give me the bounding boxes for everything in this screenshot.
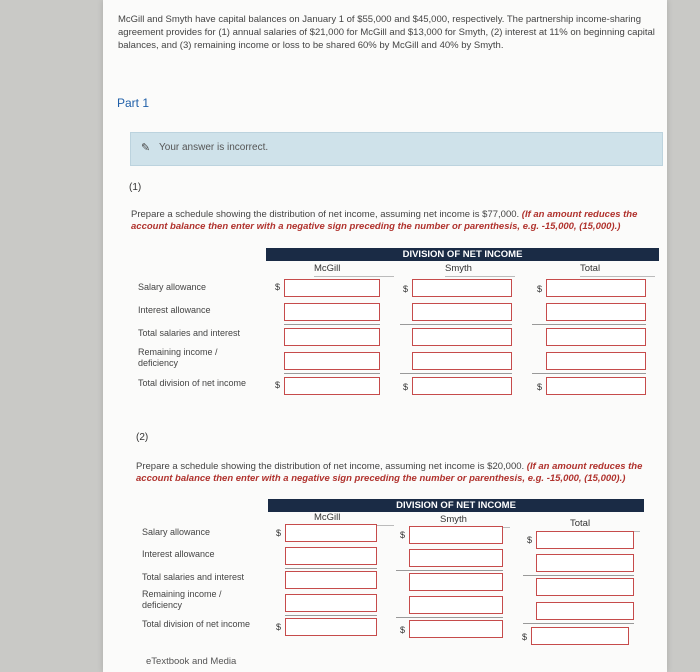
q2-mcgill-interest-input[interactable] bbox=[285, 547, 377, 565]
subtotal-rule bbox=[396, 617, 503, 618]
q2-smyth-salary-input[interactable] bbox=[409, 526, 503, 544]
dollar-sign: $ bbox=[276, 528, 282, 538]
question-2-number: (2) bbox=[136, 432, 149, 443]
subtotal-rule bbox=[396, 570, 503, 571]
q2-smyth-interest-input[interactable] bbox=[409, 549, 503, 567]
schedule-2-row-total-division: Total division of net income bbox=[142, 619, 251, 629]
pencil-icon: ✎ bbox=[141, 142, 151, 154]
schedule-2-col-mcgill: McGill bbox=[314, 512, 394, 526]
q2-mcgill-remaining-input[interactable] bbox=[285, 594, 377, 612]
q1-mcgill-total-division-input[interactable] bbox=[284, 377, 380, 395]
q1-total-total-salaries-input[interactable] bbox=[546, 328, 646, 346]
part-label[interactable]: Part 1 bbox=[117, 96, 150, 110]
q1-mcgill-interest-input[interactable] bbox=[284, 303, 380, 321]
schedule-1-row-salary: Salary allowance bbox=[138, 282, 207, 292]
q1-smyth-remaining-input[interactable] bbox=[412, 352, 512, 370]
dollar-sign: $ bbox=[537, 284, 543, 294]
schedule-1-col-mcgill: McGill bbox=[314, 263, 394, 277]
subtotal-rule bbox=[400, 373, 512, 374]
schedule-1-row-total-division: Total division of net income bbox=[138, 378, 247, 388]
incorrect-feedback-banner bbox=[130, 132, 663, 166]
q1-smyth-salary-input[interactable] bbox=[412, 279, 512, 297]
q2-mcgill-total-division-input[interactable] bbox=[285, 618, 377, 636]
q1-smyth-interest-input[interactable] bbox=[412, 303, 512, 321]
schedule-2-col-smyth: Smyth bbox=[440, 514, 510, 528]
etextbook-media-link[interactable]: eTextbook and Media bbox=[146, 656, 237, 667]
question-1-prompt-text: Prepare a schedule showing the distribution of net income, assuming net income is $77,000. bbox=[131, 209, 520, 220]
schedule-1-row-total-salaries: Total salaries and interest bbox=[138, 328, 241, 338]
q1-mcgill-salary-input[interactable] bbox=[284, 279, 380, 297]
dollar-sign: $ bbox=[403, 284, 409, 294]
q2-total-total-division-input[interactable] bbox=[531, 627, 629, 645]
schedule-1-col-total: Total bbox=[580, 263, 655, 277]
q2-total-remaining-input[interactable] bbox=[536, 602, 634, 620]
schedule-2-header: DIVISION OF NET INCOME bbox=[268, 499, 644, 512]
dollar-sign: $ bbox=[276, 622, 282, 632]
q2-total-salary-input[interactable] bbox=[536, 531, 634, 549]
subtotal-rule bbox=[532, 324, 646, 325]
dollar-sign: $ bbox=[403, 382, 409, 392]
q1-total-remaining-input[interactable] bbox=[546, 352, 646, 370]
dollar-sign: $ bbox=[275, 380, 281, 390]
feedback-text: Your answer is incorrect. bbox=[159, 142, 269, 153]
schedule-2-row-remaining: Remaining income / deficiency bbox=[142, 589, 222, 610]
schedule-1-row-remaining: Remaining income / deficiency bbox=[138, 347, 218, 368]
subtotal-rule bbox=[523, 575, 634, 576]
question-2-hint: (If an amount reduces the account balance then enter with a negative sign preceding the number or parenthesis, e.g. -15,000, (15,000).) bbox=[136, 461, 643, 484]
q1-total-interest-input[interactable] bbox=[546, 303, 646, 321]
q2-total-total-salaries-input[interactable] bbox=[536, 578, 634, 596]
question-2-prompt-text: Prepare a schedule showing the distribution of net income, assuming net income is $20,000. bbox=[136, 461, 525, 472]
subtotal-rule bbox=[532, 373, 646, 374]
q2-smyth-remaining-input[interactable] bbox=[409, 596, 503, 614]
question-1-number: (1) bbox=[129, 182, 142, 193]
q2-mcgill-total-salaries-input[interactable] bbox=[285, 571, 377, 589]
q1-total-salary-input[interactable] bbox=[546, 279, 646, 297]
q1-total-total-division-input[interactable] bbox=[546, 377, 646, 395]
question-1-prompt bbox=[131, 209, 666, 233]
q1-mcgill-remaining-input[interactable] bbox=[284, 352, 380, 370]
subtotal-rule bbox=[285, 615, 377, 616]
problem-statement: McGill and Smyth have capital balances on January 1 of $55,000 and $45,000, respectively. The partnership income-sharing agreement provides for (1) annual salaries of $21,000 for McGill and $13,000 for Smyth, (2) interest at 11% on beginning capital balances, and (3) remaining income or loss to be shared 60% by McGill and 40% by Smyth. bbox=[118, 14, 655, 51]
subtotal-rule bbox=[400, 324, 512, 325]
dollar-sign: $ bbox=[537, 382, 543, 392]
question-1-hint: (If an amount reduces the account balance then enter with a negative sign preceding the number or parenthesis, e.g. -15,000, (15,000).) bbox=[131, 209, 638, 232]
schedule-2-row-total-salaries: Total salaries and interest bbox=[142, 572, 245, 582]
schedule-2-row-interest: Interest allowance bbox=[142, 549, 215, 559]
q2-mcgill-salary-input[interactable] bbox=[285, 524, 377, 542]
q2-smyth-total-division-input[interactable] bbox=[409, 620, 503, 638]
dollar-sign: $ bbox=[400, 530, 406, 540]
q2-total-interest-input[interactable] bbox=[536, 554, 634, 572]
dollar-sign: $ bbox=[527, 535, 533, 545]
subtotal-rule bbox=[285, 568, 377, 569]
subtotal-rule bbox=[284, 324, 380, 325]
dollar-sign: $ bbox=[275, 282, 281, 292]
q2-smyth-total-salaries-input[interactable] bbox=[409, 573, 503, 591]
question-2-prompt bbox=[136, 461, 656, 485]
q1-mcgill-total-salaries-input[interactable] bbox=[284, 328, 380, 346]
subtotal-rule bbox=[523, 623, 634, 624]
q1-smyth-total-salaries-input[interactable] bbox=[412, 328, 512, 346]
schedule-1-row-interest: Interest allowance bbox=[138, 305, 211, 315]
schedule-2-col-total: Total bbox=[570, 518, 640, 532]
q1-smyth-total-division-input[interactable] bbox=[412, 377, 512, 395]
dollar-sign: $ bbox=[400, 625, 406, 635]
schedule-1-col-smyth: Smyth bbox=[445, 263, 515, 277]
schedule-1-header: DIVISION OF NET INCOME bbox=[266, 248, 659, 261]
dollar-sign: $ bbox=[522, 632, 528, 642]
subtotal-rule bbox=[284, 373, 380, 374]
schedule-2-row-salary: Salary allowance bbox=[142, 527, 211, 537]
